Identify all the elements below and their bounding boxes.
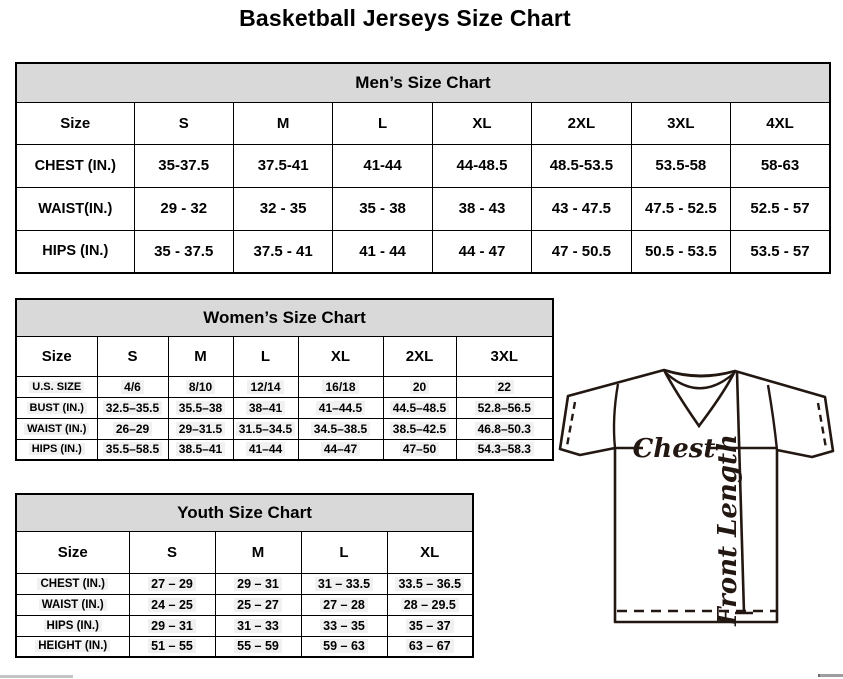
youth-value-cell — [387, 615, 473, 636]
women-value-cell — [456, 418, 553, 439]
women-value-cell — [97, 397, 168, 418]
men-value-text: 43 - 47.5 — [551, 200, 611, 217]
men-value-cell — [134, 187, 233, 230]
women-value-text: 54.3–58.3 — [475, 442, 534, 456]
jersey-outline-icon — [560, 370, 833, 622]
chest-label: Chest — [632, 434, 716, 464]
youth-size-table — [15, 493, 474, 658]
women-value-text: 47–50 — [400, 442, 439, 456]
women-value-cell — [456, 376, 553, 397]
youth-value-text: 59 – 63 — [320, 639, 368, 653]
youth-value-cell — [215, 615, 301, 636]
women-value-cell — [168, 397, 233, 418]
women-value-text: 35.5–58.5 — [103, 442, 162, 456]
men-value-text: 47 - 50.5 — [551, 242, 611, 260]
womens-size-table — [15, 298, 554, 461]
women-value-cell — [298, 439, 383, 460]
women-value-cell — [233, 376, 298, 397]
men-value-cell — [731, 187, 830, 230]
youth-value-cell — [387, 594, 473, 615]
women-value-text: 31.5–34.5 — [236, 422, 295, 436]
men-row-label-text: CHEST (IN.) — [34, 157, 116, 174]
women-row-label-text: U.S. SIZE — [29, 381, 84, 393]
women-row-label — [16, 397, 97, 418]
women-value-cell — [233, 439, 298, 460]
women-value-cell — [383, 418, 456, 439]
women-value-text: 35.5–38 — [176, 401, 225, 415]
youth-value-cell — [129, 594, 215, 615]
women-value-cell — [168, 418, 233, 439]
youth-value-text: 25 – 27 — [234, 598, 282, 612]
youth-value-text: 35 – 37 — [406, 619, 454, 633]
men-value-text: 35 - 38 — [359, 200, 406, 217]
youth-value-text: 33 – 35 — [320, 619, 368, 633]
women-value-text: 26–29 — [113, 422, 152, 436]
youth-value-cell — [215, 573, 301, 594]
youth-value-cell — [301, 615, 387, 636]
youth-row-label-text: HEIGHT (IN.) — [35, 640, 110, 652]
men-value-cell — [333, 187, 432, 230]
women-row-label-text: WAIST (IN.) — [24, 423, 89, 435]
men-value-text: 47.5 - 52.5 — [644, 200, 717, 217]
men-row-label — [16, 187, 134, 230]
men-value-text: 48.5-53.5 — [549, 157, 614, 174]
youth-header-cell: Size — [16, 531, 129, 573]
youth-row-label-text: WAIST (IN.) — [39, 599, 107, 611]
men-value-cell — [432, 230, 531, 273]
men-row-label — [16, 144, 134, 187]
youth-value-text: 27 – 28 — [320, 598, 368, 612]
men-table-title: Men’s Size Chart — [16, 63, 830, 102]
men-value-cell — [731, 144, 830, 187]
men-header-cell: L — [333, 102, 432, 144]
women-value-cell — [168, 439, 233, 460]
youth-value-cell — [129, 573, 215, 594]
youth-value-text: 28 – 29.5 — [401, 598, 459, 612]
men-value-cell — [631, 230, 730, 273]
women-value-cell — [383, 439, 456, 460]
women-value-text: 44–47 — [321, 442, 360, 456]
men-value-cell — [532, 187, 631, 230]
men-value-text: 35-37.5 — [158, 157, 210, 174]
women-value-text: 12/14 — [247, 380, 283, 394]
youth-header-cell: S — [129, 531, 215, 573]
youth-value-cell — [129, 636, 215, 657]
men-value-text: 37.5-41 — [257, 157, 309, 174]
women-value-text: 38–41 — [246, 401, 285, 415]
youth-value-cell — [215, 594, 301, 615]
youth-table-title: Youth Size Chart — [16, 494, 473, 531]
men-value-text: 41 - 44 — [359, 242, 406, 260]
jersey-measurement-diagram-icon — [556, 360, 840, 662]
women-value-text: 34.5–38.5 — [311, 422, 370, 436]
women-row-label-text: BUST (IN.) — [27, 402, 87, 414]
women-value-cell — [383, 397, 456, 418]
women-value-cell — [97, 439, 168, 460]
youth-value-cell — [387, 573, 473, 594]
women-value-text: 44.5–48.5 — [390, 401, 449, 415]
men-value-text: 35 - 37.5 — [154, 242, 214, 260]
men-row-label-text: WAIST(IN.) — [38, 200, 113, 217]
women-value-cell — [168, 376, 233, 397]
youth-row-label — [16, 636, 129, 657]
women-value-text: 32.5–35.5 — [103, 401, 162, 415]
men-value-cell — [333, 230, 432, 273]
women-value-cell — [456, 397, 553, 418]
youth-value-cell — [301, 636, 387, 657]
youth-row-label — [16, 615, 129, 636]
men-value-text: 29 - 32 — [160, 200, 208, 217]
men-value-cell — [233, 144, 332, 187]
women-header-cell: S — [97, 336, 168, 376]
men-header-cell: XL — [432, 102, 531, 144]
men-value-text: 50.5 - 53.5 — [644, 242, 717, 260]
women-value-text: 41–44.5 — [316, 401, 365, 415]
men-header-cell: 2XL — [532, 102, 631, 144]
women-row-label — [16, 439, 97, 460]
men-value-cell — [432, 144, 531, 187]
men-value-text: 38 - 43 — [458, 200, 506, 217]
youth-header-cell: L — [301, 531, 387, 573]
men-value-text: 52.5 - 57 — [750, 200, 810, 217]
youth-row-label-text: CHEST (IN.) — [37, 578, 108, 590]
men-value-text: 53.5 - 57 — [750, 242, 810, 260]
women-value-cell — [298, 397, 383, 418]
youth-header-cell: XL — [387, 531, 473, 573]
men-value-cell — [631, 144, 730, 187]
men-value-cell — [333, 144, 432, 187]
youth-value-text: 29 – 31 — [234, 577, 282, 591]
women-value-text: 16/18 — [322, 380, 358, 394]
women-header-cell: 2XL — [383, 336, 456, 376]
men-value-text: 37.5 - 41 — [253, 242, 313, 260]
men-value-cell — [432, 187, 531, 230]
women-header-cell: M — [168, 336, 233, 376]
women-header-cell: 3XL — [456, 336, 553, 376]
women-value-text: 29–31.5 — [176, 422, 225, 436]
youth-value-text: 63 – 67 — [406, 639, 454, 653]
women-value-text: 52.8–56.5 — [475, 401, 534, 415]
women-header-cell: XL — [298, 336, 383, 376]
women-row-label — [16, 418, 97, 439]
horizontal-scrollbar-fragment-left[interactable] — [0, 675, 73, 678]
page-title: Basketball Jerseys Size Chart — [239, 5, 571, 31]
women-value-cell — [97, 376, 168, 397]
women-value-cell — [383, 376, 456, 397]
men-header-cell: M — [233, 102, 332, 144]
men-value-cell — [631, 187, 730, 230]
youth-value-cell — [387, 636, 473, 657]
men-header-cell: 3XL — [631, 102, 730, 144]
men-header-cell: S — [134, 102, 233, 144]
youth-header-cell: M — [215, 531, 301, 573]
women-value-cell — [233, 397, 298, 418]
men-value-cell — [532, 230, 631, 273]
women-value-text: 41–44 — [246, 442, 285, 456]
women-value-text: 38.5–41 — [176, 442, 225, 456]
horizontal-scrollbar-fragment-right[interactable] — [818, 674, 843, 677]
youth-value-cell — [301, 573, 387, 594]
men-value-cell — [134, 144, 233, 187]
front-length-label: Front Length — [713, 434, 743, 626]
men-value-cell — [233, 230, 332, 273]
women-value-cell — [97, 418, 168, 439]
women-row-label-text: HIPS (IN.) — [29, 443, 85, 455]
men-value-cell — [731, 230, 830, 273]
men-row-label-text: HIPS (IN.) — [42, 243, 109, 260]
women-header-cell: L — [233, 336, 298, 376]
women-row-label — [16, 376, 97, 397]
men-header-cell: 4XL — [731, 102, 830, 144]
women-value-text: 22 — [495, 380, 514, 394]
women-value-text: 20 — [410, 380, 429, 394]
men-value-cell — [532, 144, 631, 187]
youth-value-text: 29 – 31 — [148, 619, 196, 633]
mens-size-table — [15, 62, 831, 274]
women-value-cell — [456, 439, 553, 460]
men-value-text: 44 - 47 — [458, 242, 506, 260]
women-table-title: Women’s Size Chart — [16, 299, 553, 336]
youth-value-text: 27 – 29 — [148, 577, 196, 591]
women-value-text: 46.8–50.3 — [475, 422, 534, 436]
youth-value-text: 31 – 33.5 — [315, 577, 373, 591]
women-value-text: 38.5–42.5 — [390, 422, 449, 436]
women-value-text: 4/6 — [121, 380, 144, 394]
youth-value-cell — [301, 594, 387, 615]
women-value-text: 8/10 — [186, 380, 215, 394]
youth-value-text: 31 – 33 — [234, 619, 282, 633]
youth-value-cell — [129, 615, 215, 636]
men-value-text: 32 - 35 — [259, 200, 307, 217]
youth-value-text: 33.5 – 36.5 — [395, 577, 464, 591]
youth-row-label — [16, 594, 129, 615]
youth-row-label — [16, 573, 129, 594]
women-value-cell — [298, 418, 383, 439]
men-value-text: 41-44 — [363, 157, 402, 174]
youth-value-text: 24 – 25 — [148, 598, 196, 612]
men-value-cell — [134, 230, 233, 273]
women-header-cell: Size — [16, 336, 97, 376]
youth-value-text: 55 – 59 — [234, 639, 282, 653]
women-value-cell — [233, 418, 298, 439]
men-header-cell: Size — [16, 102, 134, 144]
men-value-text: 58-63 — [760, 157, 800, 174]
youth-value-cell — [215, 636, 301, 657]
men-value-text: 53.5-58 — [655, 157, 707, 174]
women-value-cell — [298, 376, 383, 397]
men-row-label — [16, 230, 134, 273]
men-value-text: 44-48.5 — [456, 157, 508, 174]
men-value-cell — [233, 187, 332, 230]
youth-row-label-text: HIPS (IN.) — [44, 620, 102, 632]
youth-value-text: 51 – 55 — [148, 639, 196, 653]
